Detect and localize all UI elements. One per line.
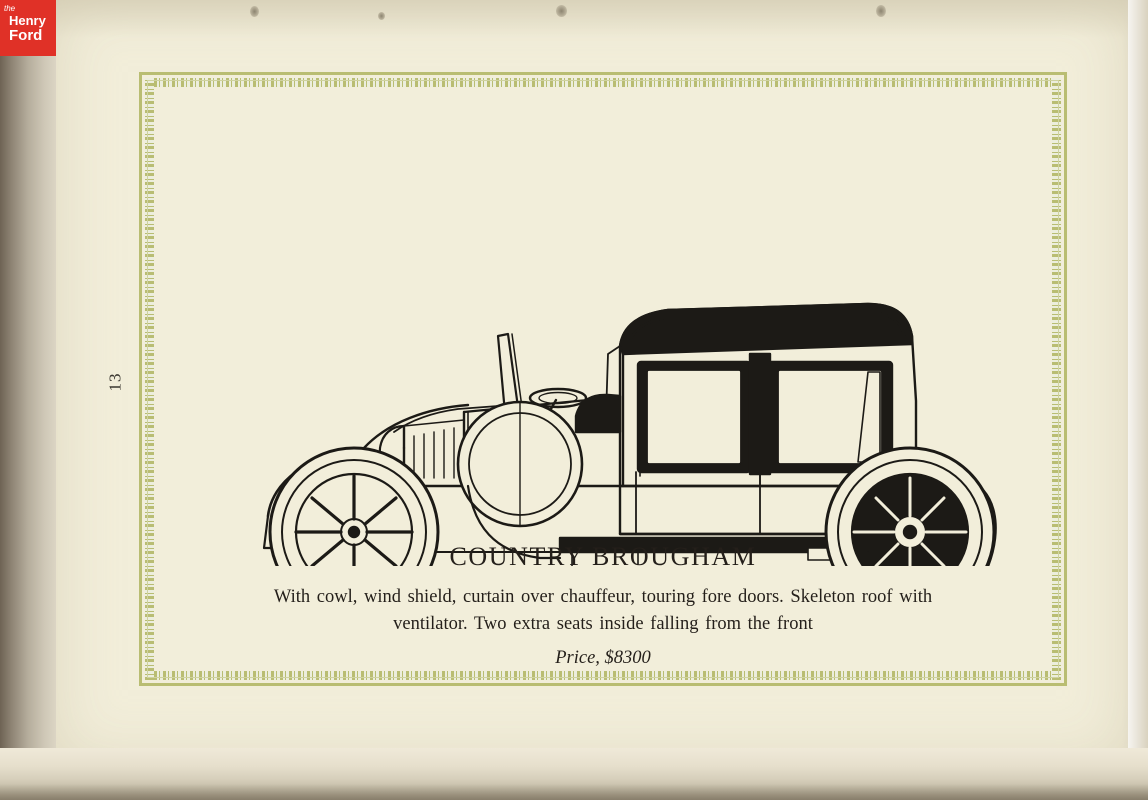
- henry-ford-watermark-logo: [0, 0, 56, 56]
- staple-hole: [250, 6, 259, 17]
- staple-hole: [378, 12, 385, 20]
- page-number: 13: [105, 372, 125, 392]
- model-title: COUNTRY BROUGHAM: [449, 542, 757, 571]
- staple-hole: [556, 5, 567, 17]
- book-binding-edge: [0, 0, 62, 800]
- watermark-ford-text: Ford: [9, 27, 43, 44]
- model-price: Price, $8300: [555, 648, 651, 668]
- page-right-edge: [1122, 0, 1148, 800]
- model-description-line-1: With cowl, wind shield, curtain over chauffeur, touring fore doors. Skeleton roof with: [273, 587, 933, 607]
- country-brougham-car-illustration: [168, 186, 998, 566]
- page-bottom-edge-shadow: [0, 784, 1148, 800]
- car-line-drawing-svg: [168, 186, 998, 566]
- watermark-henry-text: Henry: [9, 13, 46, 28]
- page-top-shading: [56, 0, 1128, 38]
- watermark-the-text: the: [4, 4, 16, 13]
- model-description-line-2: ventilator. Two extra seats inside falling from the front: [393, 614, 813, 634]
- caption-block: [160, 540, 1046, 669]
- staple-hole: [876, 5, 886, 17]
